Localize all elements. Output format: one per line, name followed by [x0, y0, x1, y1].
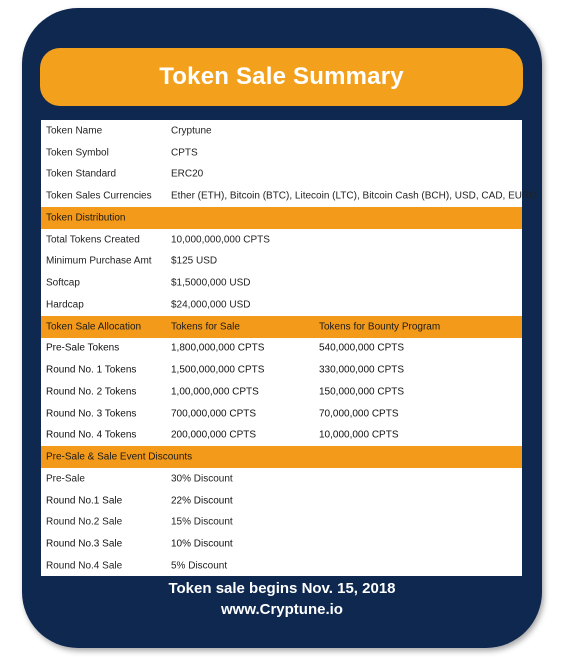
- row-value: 200,000,000 CPTS: [171, 429, 257, 441]
- section-header-row: [41, 316, 522, 338]
- row-value: $1,5000,000 USD: [171, 277, 251, 289]
- row-label: Pre-Sale Tokens: [46, 342, 120, 354]
- row-label: Total Tokens Created: [46, 234, 140, 246]
- table-row: [41, 142, 522, 164]
- row-value: 10,000,000,000 CPTS: [171, 234, 270, 246]
- row-label: Round No.4 Sale: [46, 560, 123, 572]
- table-row: [41, 381, 522, 403]
- section-header-label: Pre-Sale & Sale Event Discounts: [46, 451, 193, 463]
- row-value: 5% Discount: [171, 560, 228, 572]
- table-row: [41, 251, 522, 273]
- row-value: 30% Discount: [171, 473, 233, 485]
- row-value: 1,800,000,000 CPTS: [171, 342, 265, 354]
- row-label: Round No.3 Sale: [46, 538, 123, 550]
- table-row: [41, 272, 522, 294]
- row-label: Minimum Purchase Amt: [46, 255, 152, 267]
- row-value-bounty: 330,000,000 CPTS: [319, 364, 405, 376]
- row-label: Round No. 2 Tokens: [46, 386, 137, 398]
- row-label: Round No. 1 Tokens: [46, 364, 137, 376]
- table-row: [41, 185, 537, 207]
- row-label: Round No. 4 Tokens: [46, 429, 137, 441]
- section-header-row: [41, 207, 522, 229]
- row-value: 15% Discount: [171, 516, 233, 528]
- table-row: [41, 403, 522, 425]
- row-value: 10% Discount: [171, 538, 233, 550]
- row-label: Token Symbol: [46, 147, 109, 159]
- row-value: Ether (ETH), Bitcoin (BTC), Litecoin (LTC), Bitcoin Cash (BCH), USD, CAD, EURO: [171, 190, 537, 202]
- table-row: [41, 359, 522, 381]
- footer: [22, 578, 542, 620]
- page-title: Token Sale Summary: [159, 63, 404, 90]
- table-row: [41, 164, 522, 186]
- row-label: Token Name: [46, 125, 103, 137]
- table-row: [41, 229, 522, 251]
- table-row: [41, 533, 522, 555]
- row-value: 22% Discount: [171, 495, 233, 507]
- column-header-sale: Tokens for Sale: [171, 321, 240, 333]
- row-value: 700,000,000 CPTS: [171, 408, 257, 420]
- row-label: Round No.1 Sale: [46, 495, 123, 507]
- row-label: Hardcap: [46, 299, 84, 311]
- table-row: [41, 512, 522, 534]
- row-value: $125 USD: [171, 255, 218, 267]
- column-header-bounty: Tokens for Bounty Program: [319, 321, 441, 333]
- table-row: [41, 490, 522, 512]
- row-value-bounty: 540,000,000 CPTS: [319, 342, 405, 354]
- table-row: [41, 294, 522, 316]
- row-value: Cryptune: [171, 125, 212, 137]
- title-banner: [40, 48, 523, 106]
- row-value-bounty: 150,000,000 CPTS: [319, 386, 405, 398]
- row-value-bounty: 10,000,000 CPTS: [319, 429, 399, 441]
- section-header-label: Token Sale Allocation: [46, 321, 142, 333]
- row-value: CPTS: [171, 147, 198, 159]
- row-value: ERC20: [171, 168, 204, 180]
- row-value: $24,000,000 USD: [171, 299, 251, 311]
- row-label: Softcap: [46, 277, 80, 289]
- table-row: [41, 555, 522, 577]
- row-value: 1,00,000,000 CPTS: [171, 386, 259, 398]
- row-label: Round No. 3 Tokens: [46, 408, 137, 420]
- section-header-row: [41, 446, 522, 468]
- row-label: Round No.2 Sale: [46, 516, 123, 528]
- table-row: [41, 120, 522, 142]
- table-row: [41, 338, 522, 360]
- table-row: [41, 468, 522, 490]
- row-label: Token Standard: [46, 168, 117, 180]
- summary-table: [41, 120, 537, 576]
- row-label: Token Sales Currencies: [46, 190, 152, 202]
- section-header-label: Token Distribution: [46, 212, 126, 224]
- row-value-bounty: 70,000,000 CPTS: [319, 408, 399, 420]
- website-link[interactable]: www.Cryptune.io: [221, 601, 343, 618]
- sale-start-date: Token sale begins Nov. 15, 2018: [168, 580, 396, 597]
- row-value: 1,500,000,000 CPTS: [171, 364, 265, 376]
- row-label: Pre-Sale: [46, 473, 85, 485]
- table-row: [41, 425, 522, 447]
